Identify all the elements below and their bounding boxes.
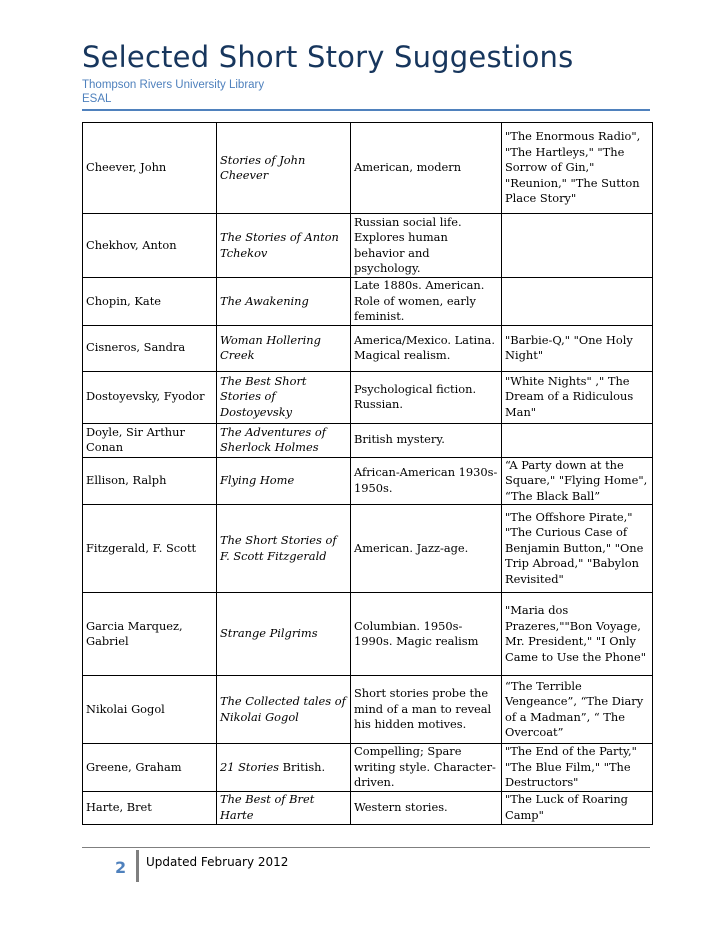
author-cell: Dostoyevsky, Fyodor	[83, 371, 217, 423]
table-row	[83, 457, 653, 505]
book-cell: Woman Hollering Creek	[217, 325, 351, 371]
stories-cell: "Maria dos Prazeres,""Bon Voyage, Mr. President," "I Only Came to Use the Phone"	[502, 593, 653, 676]
organization-subtitle: Thompson Rivers University Library	[82, 79, 265, 91]
short-story-table	[82, 122, 653, 825]
author-cell: Chekhov, Anton	[83, 214, 217, 278]
table-row	[83, 791, 653, 824]
stories-cell: "The Enormous Radio", "The Hartleys," "The Sorrow of Gin," "Reunion," "The Sutton Place Story"	[502, 123, 653, 214]
description-cell: British mystery.	[351, 423, 502, 457]
table-row	[83, 325, 653, 371]
author-cell: Cisneros, Sandra	[83, 325, 217, 371]
author-cell: Fitzgerald, F. Scott	[83, 505, 217, 593]
book-cell: The Best Short Stories of Dostoyevsky	[217, 371, 351, 423]
table-row	[83, 123, 653, 214]
description-cell: Late 1880s. American. Role of women, early feminist.	[351, 278, 502, 326]
table-row	[83, 593, 653, 676]
table-row	[83, 278, 653, 326]
description-cell: American. Jazz-age.	[351, 505, 502, 593]
book-cell: 21 Stories British.	[217, 744, 351, 792]
book-cell: The Stories of Anton Tchekov	[217, 214, 351, 278]
book-cell: The Adventures of Sherlock Holmes	[217, 423, 351, 457]
table-row	[83, 214, 653, 278]
table-row	[83, 423, 653, 457]
title-underline	[82, 109, 650, 111]
book-cell: The Best of Bret Harte	[217, 791, 351, 824]
author-cell: Doyle, Sir Arthur Conan	[83, 423, 217, 457]
stories-cell: “A Party down at the Square," "Flying Home", “The Black Ball”	[502, 457, 653, 505]
description-cell: Compelling; Spare writing style. Character-driven.	[351, 744, 502, 792]
author-cell: Garcia Marquez, Gabriel	[83, 593, 217, 676]
table-row	[83, 505, 653, 593]
stories-cell	[502, 214, 653, 278]
stories-cell: "White Nights" ," The Dream of a Ridiculous Man"	[502, 371, 653, 423]
author-cell: Harte, Bret	[83, 791, 217, 824]
stories-cell: "Barbie-Q," "One Holy Night"	[502, 325, 653, 371]
book-cell: Strange Pilgrims	[217, 593, 351, 676]
table-row	[83, 744, 653, 792]
page-title: Selected Short Story Suggestions	[82, 40, 574, 74]
footer-separator	[136, 850, 139, 882]
stories-cell	[502, 278, 653, 326]
table-row	[83, 371, 653, 423]
description-cell: Psychological fiction. Russian.	[351, 371, 502, 423]
table-row	[83, 676, 653, 744]
description-cell: Western stories.	[351, 791, 502, 824]
description-cell: Columbian. 1950s-1990s. Magic realism	[351, 593, 502, 676]
book-cell: Flying Home	[217, 457, 351, 505]
book-cell: Stories of John Cheever	[217, 123, 351, 214]
stories-cell: "The End of the Party," "The Blue Film," "The Destructors"	[502, 744, 653, 792]
author-cell: Cheever, John	[83, 123, 217, 214]
author-cell: Greene, Graham	[83, 744, 217, 792]
page-number: 2	[115, 858, 127, 877]
author-cell: Chopin, Kate	[83, 278, 217, 326]
stories-cell: "The Offshore Pirate," "The Curious Case of Benjamin Button," "One Trip Abroad," "Babylon Revisited"	[502, 505, 653, 593]
book-cell: The Collected tales of Nikolai Gogol	[217, 676, 351, 744]
description-cell: Short stories probe the mind of a man to reveal his hidden motives.	[351, 676, 502, 744]
stories-cell: "The Luck of Roaring Camp"	[502, 791, 653, 824]
author-cell: Nikolai Gogol	[83, 676, 217, 744]
author-cell: Ellison, Ralph	[83, 457, 217, 505]
description-cell: African-American 1930s-1950s.	[351, 457, 502, 505]
footer-updated-text: Updated February 2012	[146, 855, 289, 869]
footer-divider	[82, 847, 650, 848]
stories-cell: “The Terrible Vengeance”, “The Diary of a Madman”, “ The Overcoat”	[502, 676, 653, 744]
department-subtitle: ESAL	[82, 93, 112, 105]
description-cell: America/Mexico. Latina. Magical realism.	[351, 325, 502, 371]
stories-cell	[502, 423, 653, 457]
description-cell: American, modern	[351, 123, 502, 214]
description-cell: Russian social life. Explores human behavior and psychology.	[351, 214, 502, 278]
book-cell: The Awakening	[217, 278, 351, 326]
book-cell: The Short Stories of F. Scott Fitzgerald	[217, 505, 351, 593]
